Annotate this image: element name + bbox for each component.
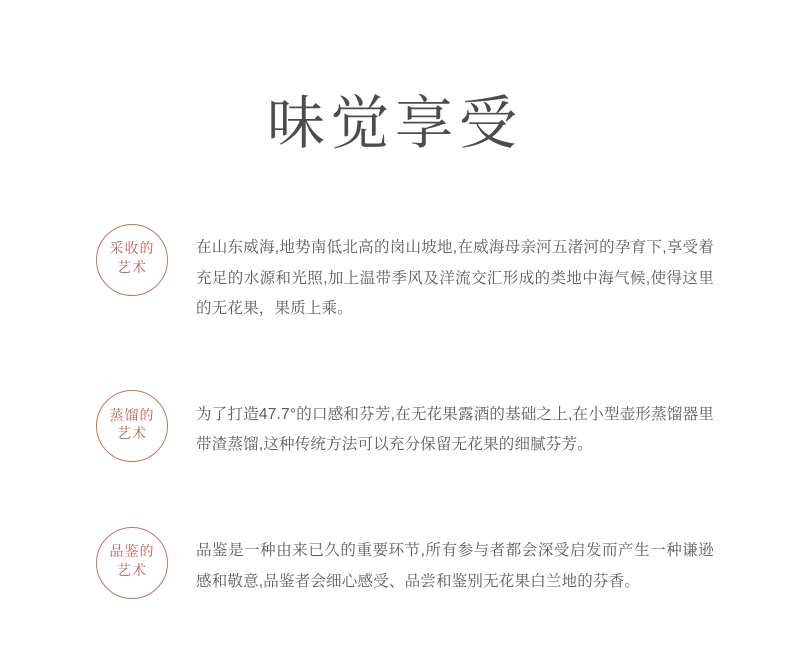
badge-tasting <box>96 527 168 599</box>
section-text-harvest: 在山东威海,地势南低北高的岗山坡地,在威海母亲河五渚河的孕育下,享受着充足的水源和光照,加上温带季风及洋流交汇形成的类地中海气候,使得这里的无花果，果质上乘。 <box>196 239 714 317</box>
page-title: 味觉享受 <box>266 91 523 156</box>
section-list <box>0 218 790 613</box>
badge-line-2: 艺术 <box>117 427 147 443</box>
badge-line-2: 艺术 <box>117 563 147 579</box>
section-text-distillation: 为了打造47.7°的口感和芬芳,在无花果露酒的基础之上,在小型壶形蒸馏器里带渣蒸馏,这种传统方法可以充分保留无花果的细腻芬芳。 <box>196 405 714 454</box>
section-tasting <box>96 521 714 612</box>
badge-line-1: 蒸馏的 <box>109 408 155 424</box>
section-text-tasting: 品鉴是一种由来已久的重要环节,所有参与者都会深受启发而产生一种谦逊感和敬意,品鉴者会细心感受、品尝和鉴别无花果白兰地的芬香。 <box>196 542 714 590</box>
section-distillation <box>96 384 714 475</box>
badge-line-1: 采收的 <box>109 241 155 257</box>
badge-line-1: 品鉴的 <box>109 545 155 560</box>
section-harvest <box>96 218 714 340</box>
badge-harvest <box>96 224 168 296</box>
badge-distillation <box>96 390 168 462</box>
badge-line-2: 艺术 <box>117 260 147 276</box>
